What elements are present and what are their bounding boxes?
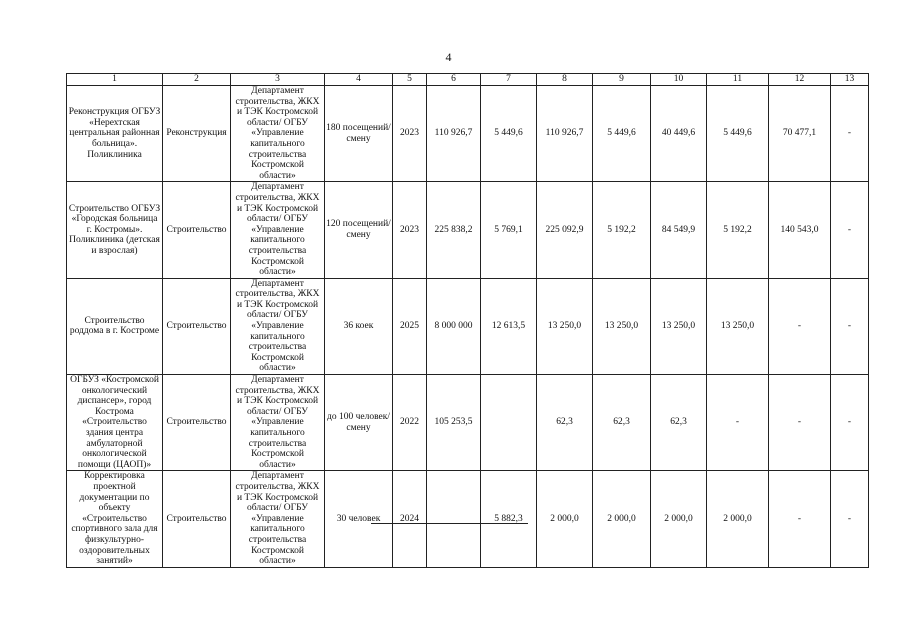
value-cell-6: 225 838,2 xyxy=(427,182,481,278)
object-name-cell: Корректировка проектной документации по объекту «Строительство спортивного зала для физкультурно-оздоровительных занятий» xyxy=(67,471,163,567)
value-cell-13: - xyxy=(831,278,869,374)
value-cell-8: 13 250,0 xyxy=(537,278,593,374)
column-header: 11 xyxy=(707,74,769,86)
capacity-cell: 180 посещений/ смену xyxy=(325,86,393,182)
value-cell-12: 70 477,1 xyxy=(769,86,831,182)
value-cell-7: 12 613,5 xyxy=(481,278,537,374)
capacity-cell: 30 человек xyxy=(325,471,393,567)
table-row xyxy=(67,86,869,182)
year-cell: 2023 xyxy=(393,182,427,278)
table-body xyxy=(67,74,869,568)
page-number: 4 xyxy=(445,50,452,64)
value-cell-7: 5 882,3 xyxy=(481,471,537,567)
value-cell-6: 105 253,5 xyxy=(427,375,481,471)
object-name-cell: ОГБУЗ «Костромской онкологический диспансер», город Кострома «Строительство здания центра амбулаторной онкологической помощи (ЦАОП)» xyxy=(67,375,163,471)
value-cell-7: 5 449,6 xyxy=(481,86,537,182)
column-header: 10 xyxy=(651,74,707,86)
column-header: 12 xyxy=(769,74,831,86)
value-cell-11: 5 192,2 xyxy=(707,182,769,278)
value-cell-7 xyxy=(481,375,537,471)
object-name-cell: Реконструкция ОГБУЗ «Нерехтская центральная районная больница». Поликлиника xyxy=(67,86,163,182)
value-cell-13: - xyxy=(831,182,869,278)
value-cell-10: 13 250,0 xyxy=(651,278,707,374)
work-type-cell: Реконструкция xyxy=(163,86,231,182)
value-cell-8: 225 092,9 xyxy=(537,182,593,278)
work-type-cell: Строительство xyxy=(163,375,231,471)
table-row xyxy=(67,278,869,374)
column-header: 4 xyxy=(325,74,393,86)
value-cell-10: 2 000,0 xyxy=(651,471,707,567)
value-cell-6: 110 926,7 xyxy=(427,86,481,182)
customer-cell: Департамент строительства, ЖКХ и ТЭК Костромской области/ ОГБУ «Управление капитального строительства Костромской области» xyxy=(231,375,325,471)
year-cell: 2023 xyxy=(393,86,427,182)
column-header: 6 xyxy=(427,74,481,86)
table-row xyxy=(67,375,869,471)
column-header: 3 xyxy=(231,74,325,86)
value-cell-12: - xyxy=(769,471,831,567)
value-cell-12: - xyxy=(769,278,831,374)
table-row xyxy=(67,471,869,567)
investment-table xyxy=(66,73,869,568)
customer-cell: Департамент строительства, ЖКХ и ТЭК Костромской области/ ОГБУ «Управление капитального строительства Костромской области» xyxy=(231,278,325,374)
value-cell-11: 13 250,0 xyxy=(707,278,769,374)
value-cell-10: 40 449,6 xyxy=(651,86,707,182)
customer-cell: Департамент строительства, ЖКХ и ТЭК Костромской области/ ОГБУ «Управление капитального строительства Костромской области» xyxy=(231,471,325,567)
capacity-cell: 36 коек xyxy=(325,278,393,374)
value-cell-10: 84 549,9 xyxy=(651,182,707,278)
object-name-cell: Строительство ОГБУЗ «Городская больница г. Костромы». Поликлиника (детская и взрослая) xyxy=(67,182,163,278)
value-cell-9: 13 250,0 xyxy=(593,278,651,374)
object-name-cell: Строительство роддома в г. Костроме xyxy=(67,278,163,374)
value-cell-11: 5 449,6 xyxy=(707,86,769,182)
value-cell-13: - xyxy=(831,471,869,567)
customer-cell: Департамент строительства, ЖКХ и ТЭК Костромской области/ ОГБУ «Управление капитального строительства Костромской области» xyxy=(231,86,325,182)
year-cell: 2022 xyxy=(393,375,427,471)
customer-cell: Департамент строительства, ЖКХ и ТЭК Костромской области/ ОГБУ «Управление капитального строительства Костромской области» xyxy=(231,182,325,278)
column-header: 2 xyxy=(163,74,231,86)
work-type-cell: Строительство xyxy=(163,278,231,374)
value-cell-12: - xyxy=(769,375,831,471)
value-cell-13: - xyxy=(831,375,869,471)
value-cell-9: 5 192,2 xyxy=(593,182,651,278)
value-cell-12: 140 543,0 xyxy=(769,182,831,278)
column-header: 9 xyxy=(593,74,651,86)
value-cell-11: 2 000,0 xyxy=(707,471,769,567)
value-cell-6: 8 000 000 xyxy=(427,278,481,374)
value-cell-7: 5 769,1 xyxy=(481,182,537,278)
capacity-cell: 120 посещений/ смену xyxy=(325,182,393,278)
value-cell-10: 62,3 xyxy=(651,375,707,471)
value-cell-8: 62,3 xyxy=(537,375,593,471)
table-row xyxy=(67,182,869,278)
capacity-cell: до 100 человек/смену xyxy=(325,375,393,471)
value-cell-9: 2 000,0 xyxy=(593,471,651,567)
value-cell-13: - xyxy=(831,86,869,182)
footer-divider xyxy=(371,523,528,524)
column-header: 13 xyxy=(831,74,869,86)
header-row xyxy=(67,74,869,86)
work-type-cell: Строительство xyxy=(163,182,231,278)
value-cell-8: 110 926,7 xyxy=(537,86,593,182)
column-header: 5 xyxy=(393,74,427,86)
column-header: 1 xyxy=(67,74,163,86)
value-cell-8: 2 000,0 xyxy=(537,471,593,567)
value-cell-11: - xyxy=(707,375,769,471)
value-cell-9: 5 449,6 xyxy=(593,86,651,182)
year-cell: 2025 xyxy=(393,278,427,374)
value-cell-9: 62,3 xyxy=(593,375,651,471)
column-header: 8 xyxy=(537,74,593,86)
column-header: 7 xyxy=(481,74,537,86)
work-type-cell: Строительство xyxy=(163,471,231,567)
year-cell: 2024 xyxy=(393,471,427,567)
value-cell-6 xyxy=(427,471,481,567)
